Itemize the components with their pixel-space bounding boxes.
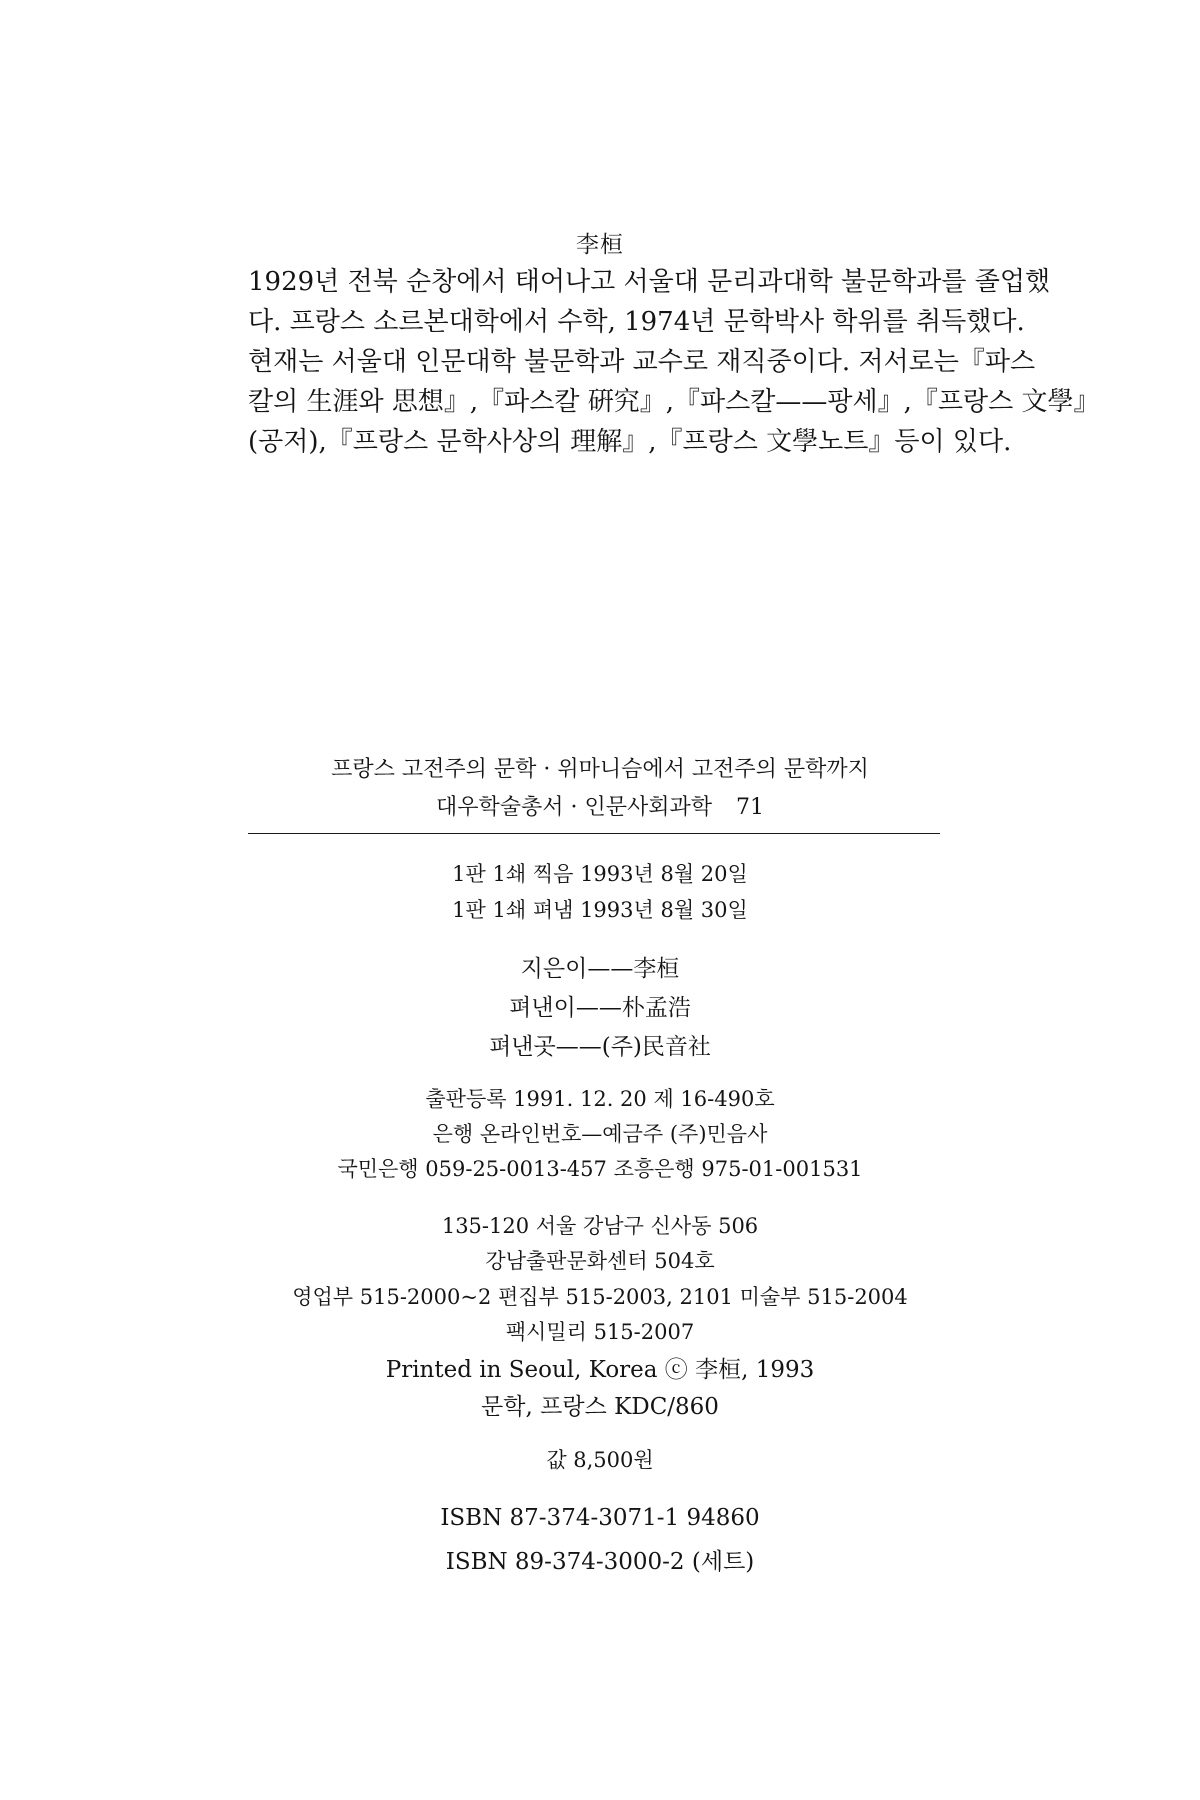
price: 값 8,500원 [546,1448,654,1472]
collection-name: 대우학술총서 · 인문사회과학 [435,795,712,820]
bio-line: 1929년 전북 순창에서 태어나고 서울대 문리과대학 불문학과를 졸업했 [248,267,1051,297]
author-credit: 지은이——李桓 [520,956,680,982]
press-credit: 펴낸곳——(주)民音社 [489,1034,711,1060]
registration: 출판등록 1991. 12. 20 제 16-490호 [425,1087,775,1111]
bank-online: 은행 온라인번호—예금주 (주)민음사 [432,1122,768,1146]
fax: 팩시밀리 515-2007 [505,1320,695,1344]
collection-number: 71 [736,795,764,820]
phone-numbers: 영업부 515-2000~2 편집부 515-2003, 2101 미술부 515-2004 [292,1285,908,1309]
series-collection [0,790,1200,821]
divider-rule [248,833,940,834]
author-name: 李桓 [576,232,624,258]
publish-date: 1판 1쇄 펴냄 1993년 8월 30일 [452,898,748,922]
isbn-volume: ISBN 87-374-3071-1 94860 [440,1505,760,1531]
bio-line: (공저),『프랑스 문학사상의 理解』,『프랑스 文學노트』등이 있다. [248,427,1012,457]
isbn-set: ISBN 89-374-3000-2 (세트) [445,1549,755,1575]
print-date: 1판 1쇄 찍음 1993년 8월 20일 [452,862,748,886]
bio-line: 다. 프랑스 소르본대학에서 수학, 1974년 문학박사 학위를 취득했다. [248,307,1025,337]
author-bio [248,262,1100,462]
classification: 문학, 프랑스 KDC/860 [481,1394,719,1420]
bio-line: 칼의 生涯와 思想』,『파스칼 硏究』,『파스칼——팡세』,『프랑스 文學』 [248,387,1100,417]
printed-in: Printed in Seoul, Korea ⓒ 李桓, 1993 [385,1357,815,1383]
address: 135-120 서울 강남구 신사동 506 [441,1214,759,1238]
bio-line: 현재는 서울대 인문대학 불문학과 교수로 재직중이다. 저서로는『파스 [248,347,1036,377]
publisher-credit: 펴낸이——朴孟浩 [509,995,691,1021]
series-title: 프랑스 고전주의 문학 · 위마니슴에서 고전주의 문학까지 [331,757,869,782]
bank-accounts: 국민은행 059-25-0013-457 조흥은행 975-01-001531 [337,1157,863,1181]
building: 강남출판문화센터 504호 [485,1249,715,1273]
